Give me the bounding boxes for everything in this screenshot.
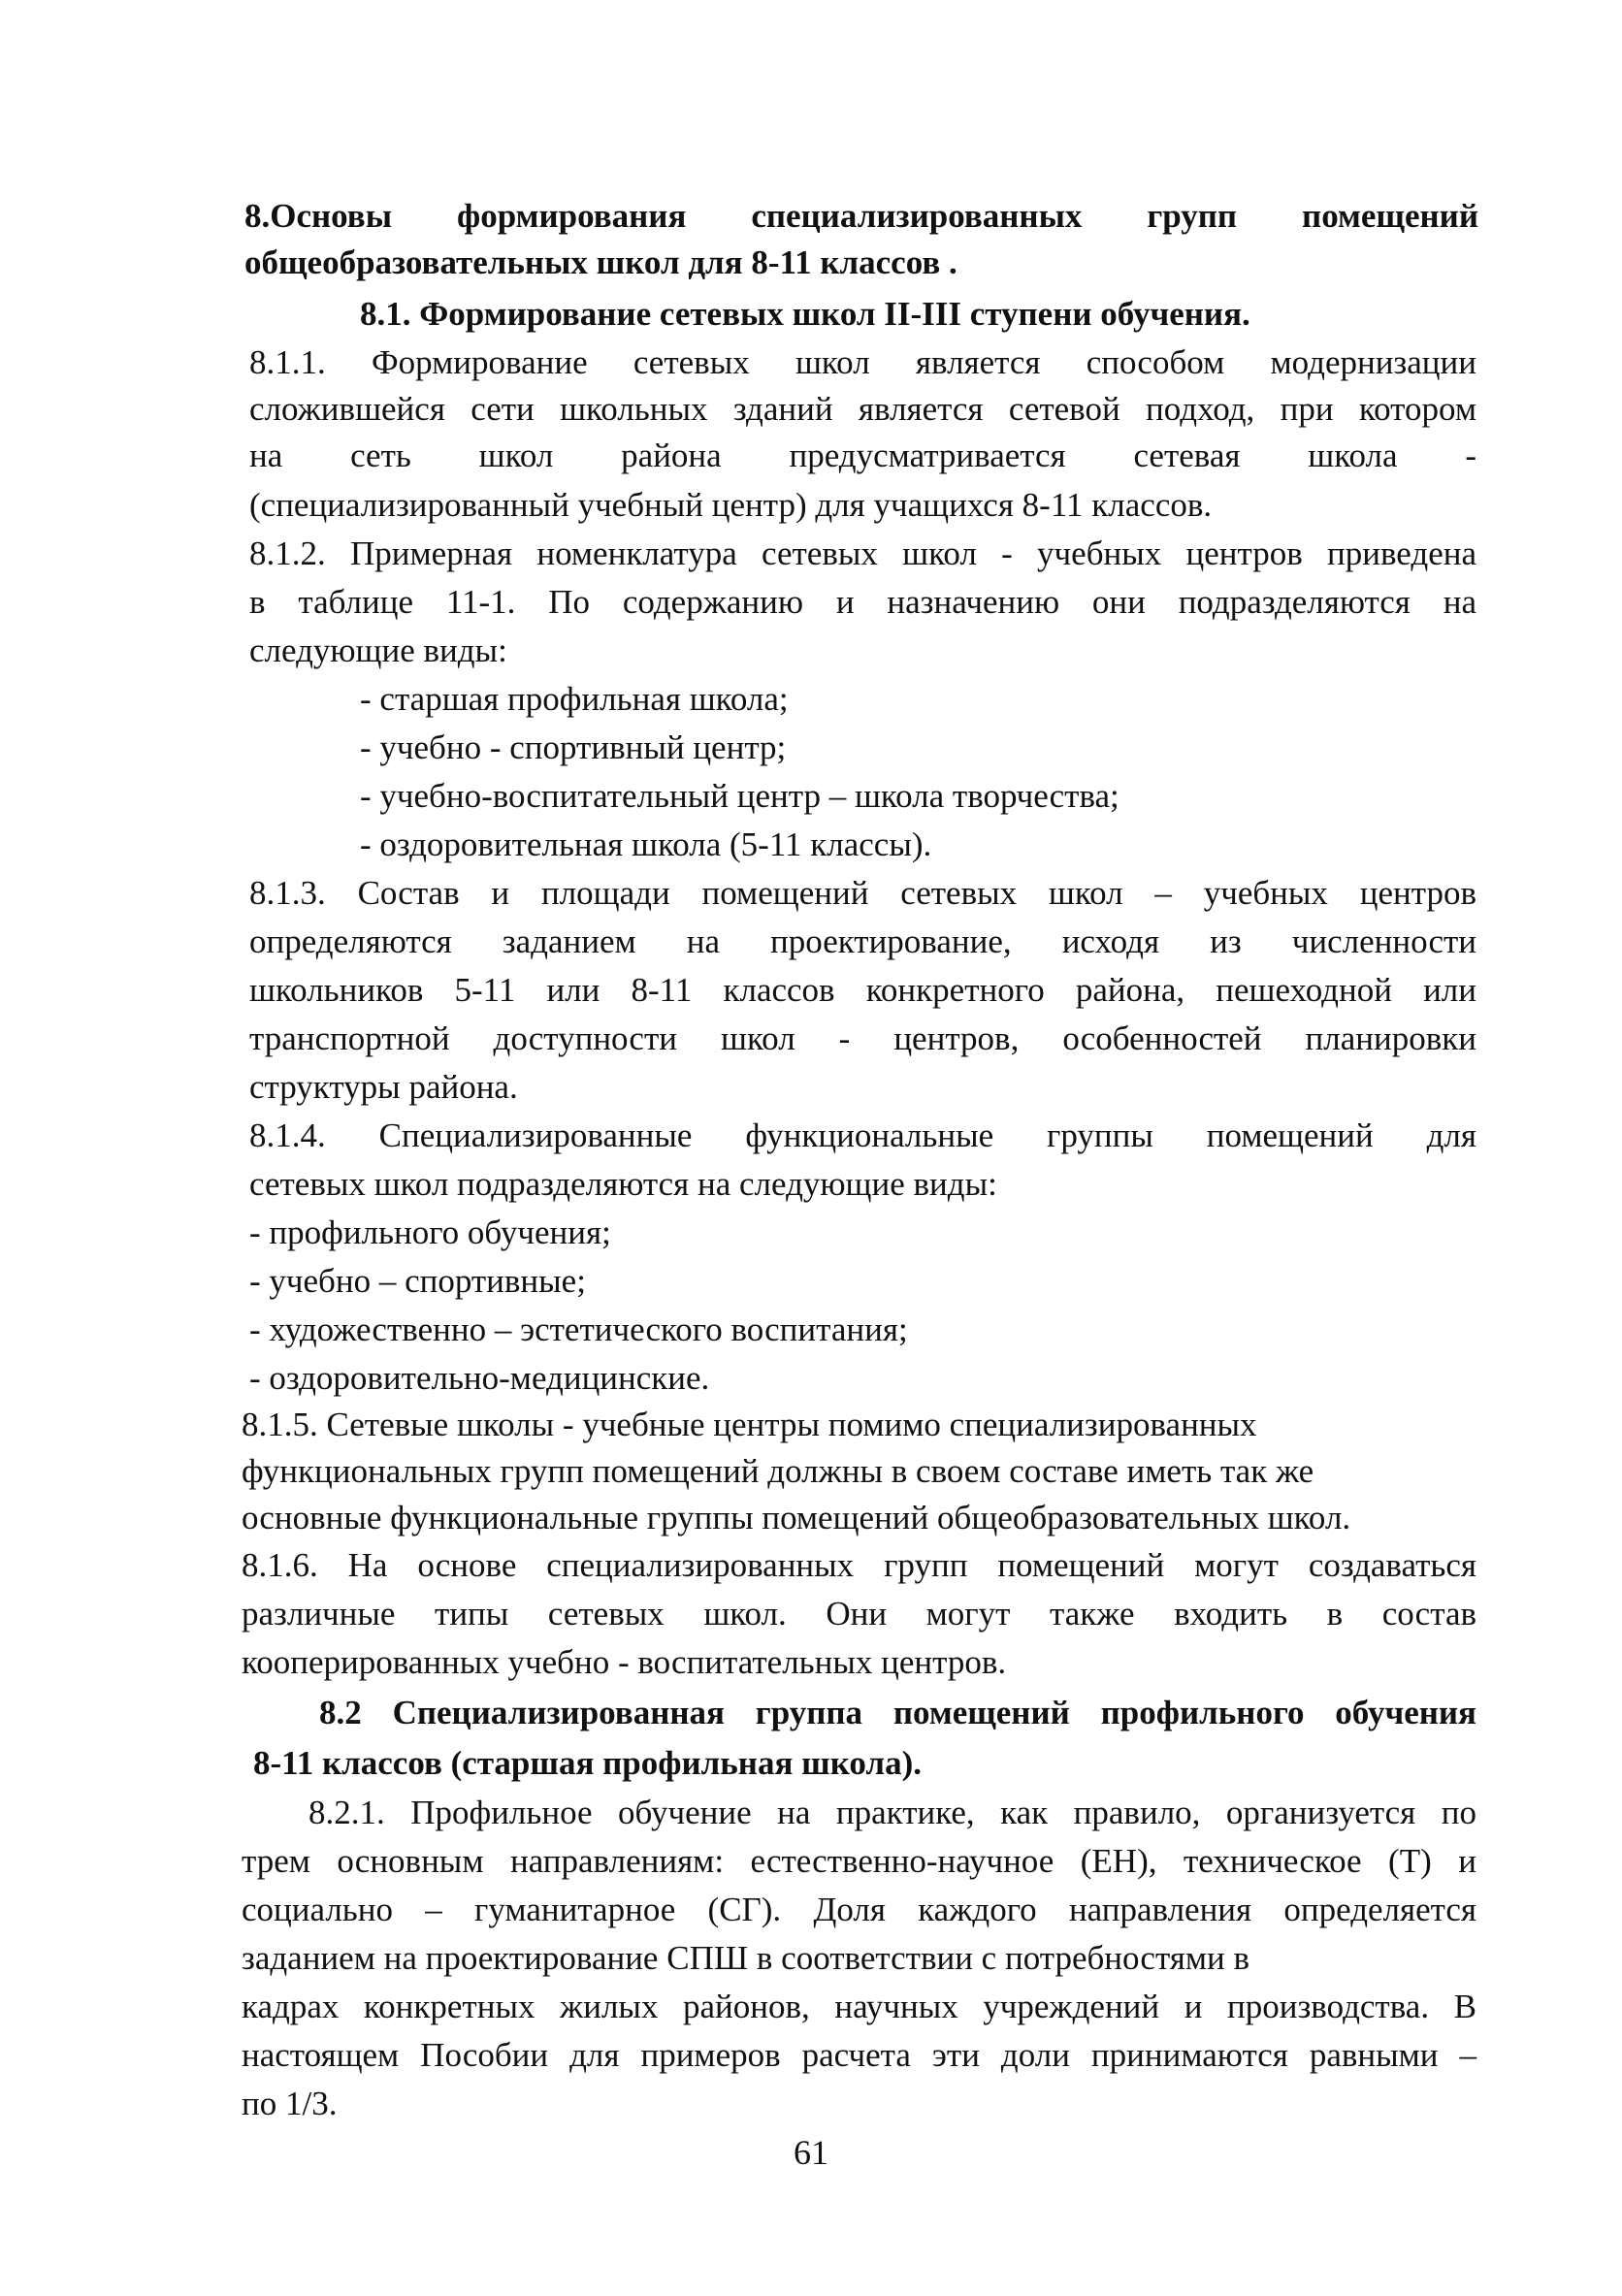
paragraph-8-1-6-line: 8.1.6. На основе специализированных групп помещений могут создаваться [242, 1546, 1476, 1584]
section-8-1-title: 8.1. Формирование сетевых школ II-III ступени обучения. [360, 295, 1250, 333]
paragraph-8-1-3-line: структуры района. [249, 1068, 518, 1106]
paragraph-8-1-3-line: транспортной доступности школ - центров, особенностей планировки [249, 1019, 1476, 1057]
paragraph-8-1-1-line: 8.1.1. Формирование сетевых школ является способом модернизации [249, 343, 1476, 381]
list-item: - художественно – эстетического воспитания; [249, 1310, 908, 1348]
section-8-2-title-line-1: 8.2 Специализированная группа помещений профильного обучения [319, 1694, 1476, 1731]
paragraph-8-1-3-line: определяются заданием на проектирование, исходя из численности [249, 922, 1476, 960]
paragraph-8-1-5-line: 8.1.5. Сетевые школы - учебные центры помимо специализированных [242, 1406, 1257, 1443]
paragraph-8-1-4-line: сетевых школ подразделяются на следующие виды: [249, 1165, 997, 1203]
list-item: - профильного обучения; [249, 1213, 611, 1251]
paragraph-8-1-3-line: школьников 5-11 или 8-11 классов конкретного района, пешеходной или [249, 971, 1476, 1009]
list-item: - оздоровительно-медицинские. [249, 1359, 710, 1397]
list-item: - учебно-воспитательный центр – школа творчества; [360, 777, 1119, 815]
paragraph-8-1-6-line: различные типы сетевых школ. Они могут также входить в состав [242, 1595, 1476, 1633]
paragraph-8-1-1-line: сложившейся сети школьных зданий является сетевой подход, при котором [249, 390, 1476, 428]
list-item: - оздоровительная школа (5-11 классы). [360, 825, 932, 863]
paragraph-8-2-1-line: настоящем Пособии для примеров расчета эти доли принимаются равными – [242, 2036, 1476, 2074]
list-item: - учебно - спортивный центр; [360, 728, 787, 766]
paragraph-8-2-1-line: по 1/3. [242, 2085, 338, 2122]
list-item: - учебно – спортивные; [249, 1262, 586, 1300]
page-number: 61 [794, 2133, 828, 2172]
paragraph-8-2-1-line: социально – гуманитарное (СГ). Доля каждого направления определяется [242, 1891, 1476, 1928]
paragraph-8-1-1-line: на сеть школ района предусматривается сетевая школа - [249, 437, 1476, 474]
paragraph-8-1-3-line: 8.1.3. Состав и площади помещений сетевых школ – учебных центров [249, 874, 1476, 912]
section-8-2-title-line-2: 8-11 классов (старшая профильная школа). [253, 1744, 922, 1782]
chapter-heading-line-2: общеобразовательных школ для 8-11 классов . [244, 243, 957, 281]
paragraph-8-1-5-line: функциональных групп помещений должны в своем составе иметь так же [242, 1452, 1314, 1490]
paragraph-8-1-2-line: в таблице 11-1. По содержанию и назначению они подразделяются на [249, 583, 1476, 621]
paragraph-8-1-6-line: кооперированных учебно - воспитательных центров. [242, 1643, 1007, 1681]
paragraph-8-2-1-line: кадрах конкретных жилых районов, научных учреждений и производства. В [242, 1988, 1476, 2025]
paragraph-8-1-2-line: 8.1.2. Примерная номенклатура сетевых школ - учебных центров приведена [249, 534, 1476, 572]
paragraph-8-1-4-line: 8.1.4. Специализированные функциональные группы помещений для [249, 1116, 1476, 1154]
list-item: - старшая профильная школа; [360, 680, 789, 718]
paragraph-8-1-2-line: следующие виды: [249, 631, 507, 669]
paragraph-8-2-1-line: 8.2.1. Профильное обучение на практике, как правило, организуется по [308, 1794, 1476, 1831]
paragraph-8-1-5-line: основные функциональные группы помещений общеобразовательных школ. [242, 1499, 1351, 1536]
paragraph-8-1-1-line: (специализированный учебный центр) для учащихся 8-11 классов. [249, 486, 1213, 524]
chapter-heading-line-1: 8.Основы формирования специализированных групп помещений [244, 197, 1478, 235]
paragraph-8-2-1-line: трем основным направлениям: естественно-научное (ЕН), техническое (Т) и [242, 1842, 1476, 1880]
paragraph-8-2-1-line: заданием на проектирование СПШ в соответствии с потребностями в [242, 1939, 1250, 1977]
